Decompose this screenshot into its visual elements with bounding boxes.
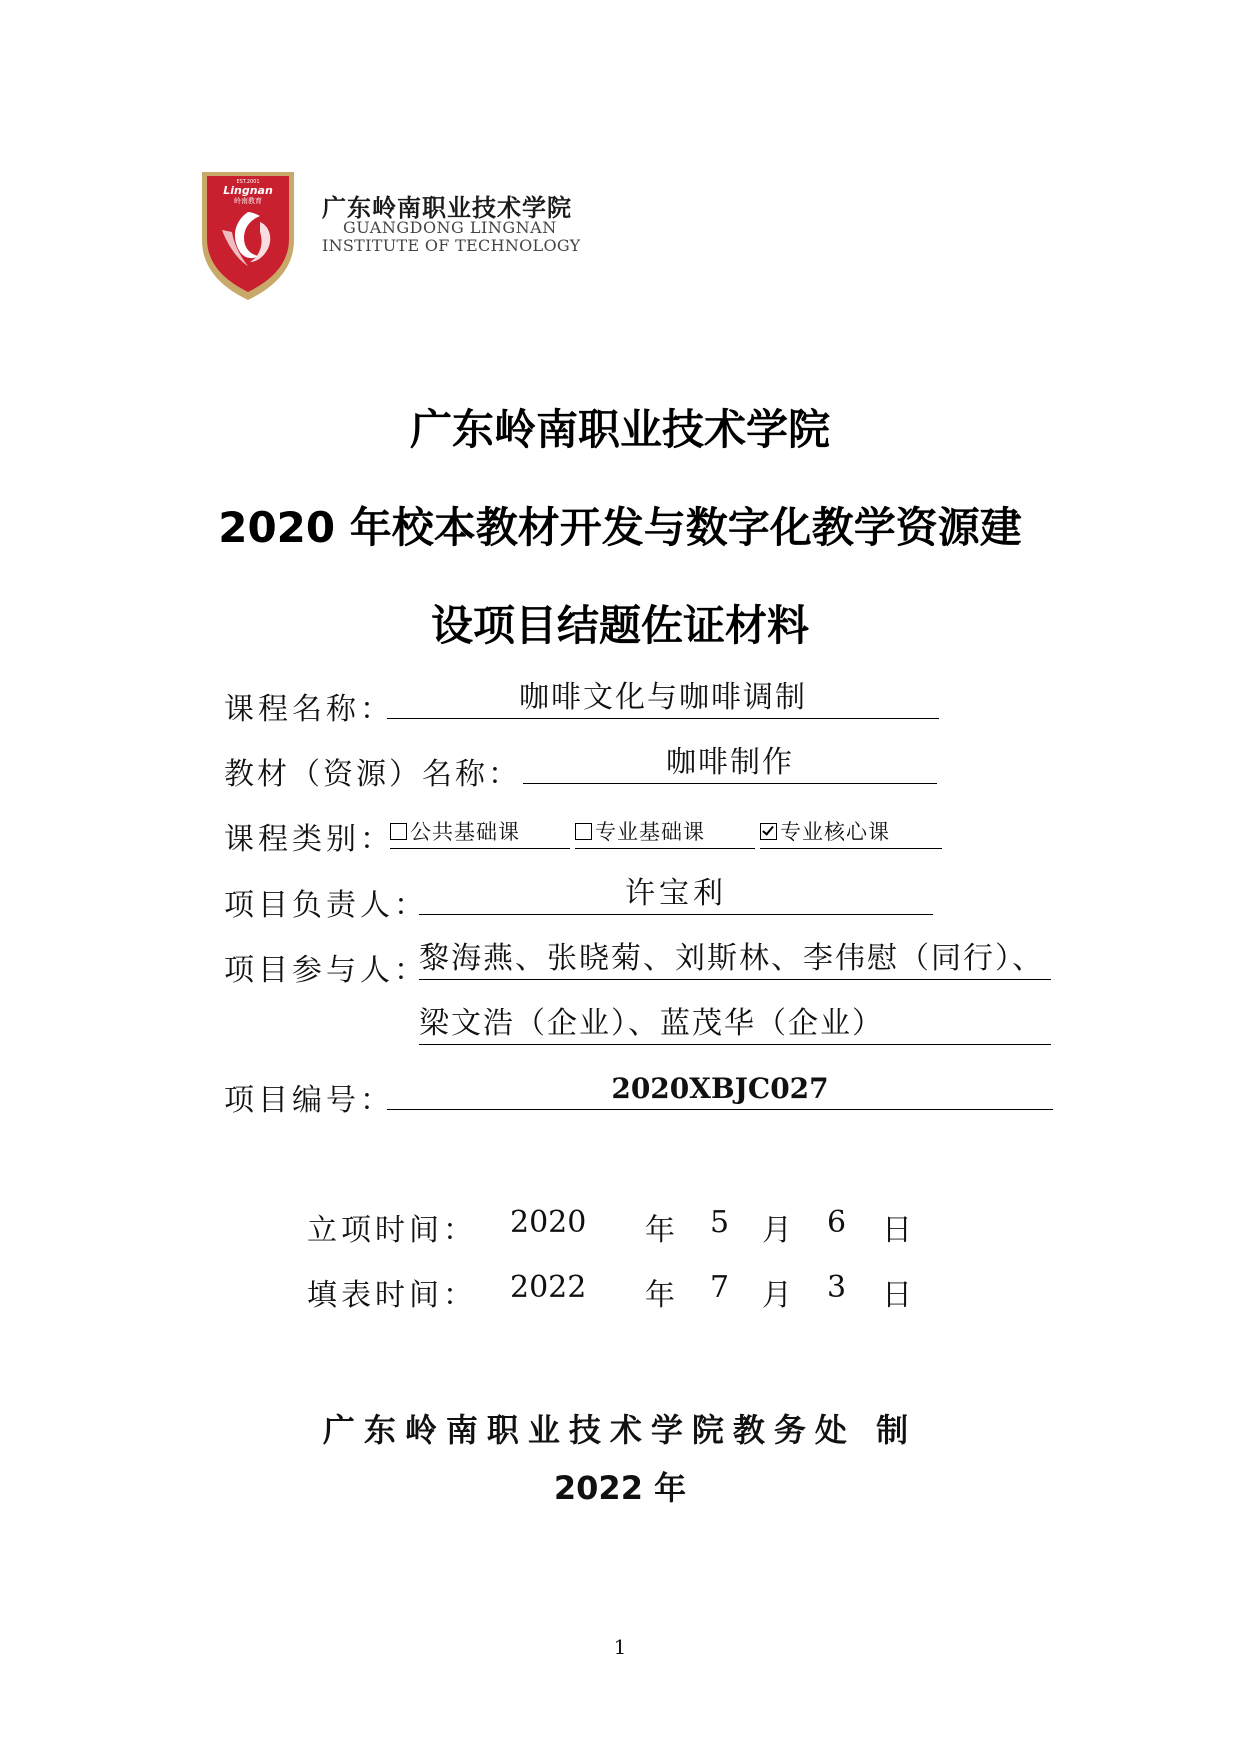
logo-college-name-en-line1: GUANGDONG LINGNAN	[343, 218, 557, 237]
checkbox-public-basic	[390, 823, 407, 840]
logo-badge-cn: 岭南教育	[234, 197, 262, 205]
start-year-unit: 年	[645, 1213, 675, 1248]
category-professional-core-label: 专业核心课	[780, 820, 890, 844]
material-name-label: 教材（资源）名称：	[224, 757, 521, 792]
checkbox-professional-core-checked	[760, 823, 777, 840]
project-participants-field-line1: 黎海燕、张晓菊、刘斯林、李伟慰（同行）、	[419, 939, 1051, 980]
start-day-unit: 日	[882, 1213, 912, 1248]
logo-college-name-en-line2: INSTITUTE OF TECHNOLOGY	[322, 236, 581, 255]
project-leader-label: 项目负责人：	[224, 888, 428, 923]
project-number-field: 2020XBJC027	[387, 1069, 1053, 1110]
logo-college-name-cn: 广东岭南职业技术学院	[322, 194, 572, 222]
category-option-professional-basic	[575, 816, 755, 849]
start-month: 5	[710, 1205, 730, 1240]
course-category-label: 课程类别：	[224, 822, 394, 857]
college-logo-shield	[200, 170, 296, 302]
checkbox-professional-basic	[575, 823, 592, 840]
issuer-line: 广东岭南职业技术学院教务处 制	[322, 1411, 918, 1449]
course-name-label: 课程名称：	[224, 692, 394, 727]
title-line-2: 2020 年校本教材开发与数字化教学资源建	[218, 503, 1022, 552]
category-option-public-basic	[390, 816, 570, 849]
start-date-label: 立项时间：	[307, 1213, 477, 1248]
logo-badge-est: EST.2001	[236, 179, 260, 185]
page-number: 1	[613, 1635, 627, 1659]
fill-year: 2022	[510, 1270, 587, 1305]
fill-day-unit: 日	[882, 1278, 912, 1313]
material-name-field: 咖啡制作	[523, 743, 937, 784]
category-option-professional-core	[760, 816, 942, 849]
footer-year: 2022 年	[553, 1469, 687, 1507]
project-participants-field-line2: 梁文浩（企业）、蓝茂华（企业）	[419, 1004, 1051, 1045]
category-professional-basic-label: 专业基础课	[595, 820, 705, 844]
start-month-unit: 月	[762, 1213, 792, 1248]
start-year: 2020	[510, 1205, 587, 1240]
project-leader-field: 许宝利	[419, 874, 933, 915]
start-day: 6	[827, 1205, 847, 1240]
category-public-basic-label: 公共基础课	[410, 820, 520, 844]
fill-month: 7	[710, 1270, 730, 1305]
fill-day: 3	[827, 1270, 847, 1305]
title-line-1: 广东岭南职业技术学院	[409, 405, 830, 454]
fill-month-unit: 月	[762, 1278, 792, 1313]
logo-badge-brand: Lingnan	[223, 184, 273, 197]
fill-year-unit: 年	[645, 1278, 675, 1313]
course-name-field: 咖啡文化与咖啡调制	[387, 678, 939, 719]
project-number-label: 项目编号：	[224, 1083, 394, 1118]
project-participants-label: 项目参与人：	[224, 953, 428, 988]
title-line-3: 设项目结题佐证材料	[430, 601, 809, 650]
fill-date-label: 填表时间：	[307, 1278, 477, 1313]
